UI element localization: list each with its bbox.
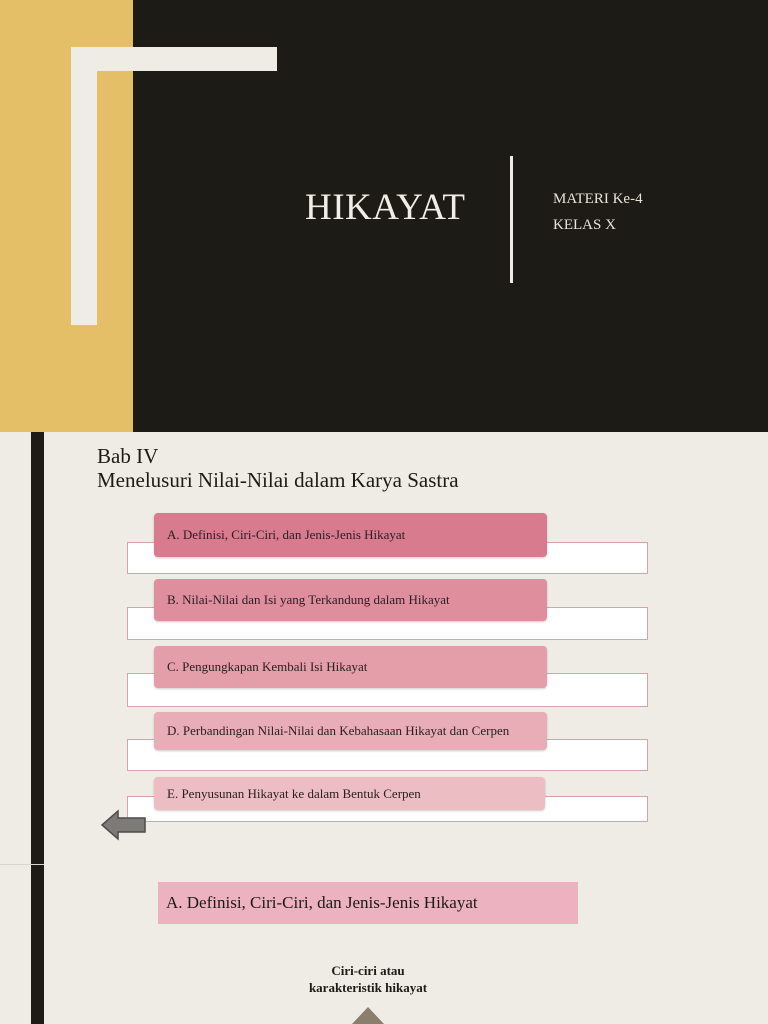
toc-item-c[interactable] (154, 646, 547, 688)
toc-item-label: E. Penyusunan Hikayat ke dalam Bentuk Cerpen (167, 785, 421, 801)
left-arrow-icon[interactable] (100, 808, 148, 842)
subtitle-kelas: KELAS X (553, 217, 616, 233)
subtitle-materi: MATERI Ke-4 (553, 191, 643, 207)
ciri-label-line1: Ciri-ciri atau (331, 963, 405, 978)
toc-item-a[interactable] (154, 513, 547, 557)
toc-item-d[interactable] (154, 712, 547, 750)
ciri-label (268, 962, 468, 996)
toc-item-b[interactable] (154, 579, 547, 621)
frame-decoration-horizontal (71, 47, 277, 71)
toc-item-label: B. Nilai-Nilai dan Isi yang Terkandung dalam Hikayat (167, 592, 450, 607)
frame-decoration-vertical (71, 47, 97, 325)
contents-slide (0, 432, 768, 1024)
slide-title: HIKAYAT (305, 187, 466, 228)
chapter-title: Menelusuri Nilai-Nilai dalam Karya Sastra (97, 468, 459, 492)
triangle-shape (352, 1007, 384, 1024)
ciri-label-line2: karakteristik hikayat (308, 980, 428, 995)
side-bar (31, 432, 44, 1024)
section-heading: A. Definisi, Ciri-Ciri, dan Jenis-Jenis Hikayat (158, 882, 578, 924)
title-slide (0, 0, 768, 432)
side-divider-line (0, 864, 44, 865)
toc-item-label: D. Perbandingan Nilai-Nilai dan Kebahasaan Hikayat dan Cerpen (167, 723, 510, 738)
toc-item-label: A. Definisi, Ciri-Ciri, dan Jenis-Jenis Hikayat (167, 527, 406, 542)
chapter-label: Bab IV (97, 444, 159, 468)
vertical-divider (510, 156, 513, 283)
toc-item-label: C. Pengungkapan Kembali Isi Hikayat (167, 659, 368, 674)
toc-item-e[interactable] (154, 777, 545, 810)
